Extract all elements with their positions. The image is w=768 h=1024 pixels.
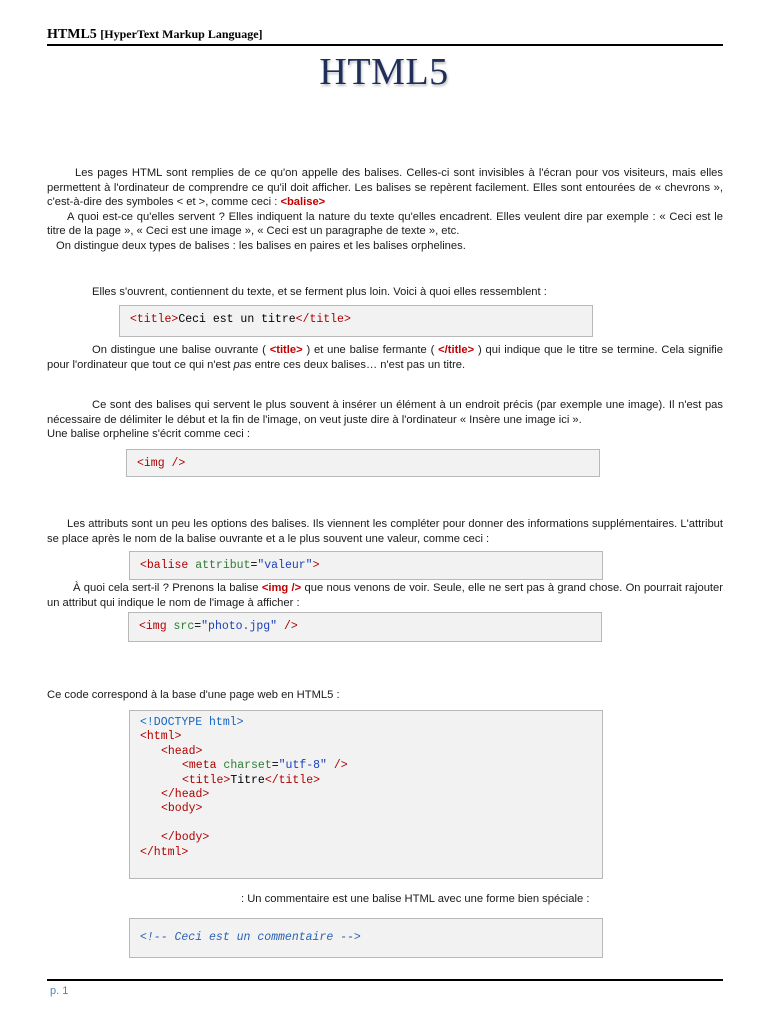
code-tag: <title>	[182, 773, 231, 787]
attributes-explain	[47, 581, 723, 610]
code-text: Ceci est un titre	[178, 313, 296, 326]
paired-explain-text: ) qui indique que le titre se termine. Cela signifie pour l'ordinateur que tout ce qui n'est	[47, 344, 724, 371]
code-attr: charset	[223, 759, 272, 773]
code-tag: </title>	[264, 773, 321, 787]
paired-explain-text: entre ces deux balises… n'est pas un titre.	[251, 358, 466, 371]
header-title	[47, 27, 263, 43]
code-line-head-close	[140, 788, 592, 802]
code-tag: <balise	[140, 559, 189, 572]
code-tag: </body>	[161, 831, 210, 845]
intro-section	[47, 166, 723, 254]
code-tag: />	[277, 620, 298, 633]
attributes-explain-text: que nous venons de voir. Seule, elle ne sert pas à grand chose. On pourrait rajouter un attribut qui indique le nom de l'image à afficher :	[47, 582, 723, 609]
code-tag: <head>	[161, 744, 203, 758]
header-rule	[47, 44, 723, 46]
footer-rule	[47, 979, 723, 981]
orphan-paragraph: Ce sont des balises qui servent le plus souvent à insérer un élément à un endroit précis (par exemple une image). Il n'est pas nécessaire de délimiter le début et la fin de l'image, on veut juste dire à l'ordinateur « Insère une image ici ».	[47, 399, 723, 426]
code-tag: <html>	[140, 730, 182, 744]
header-subtitle: [HyperText Markup Language]	[100, 27, 263, 41]
code-tag: <meta	[182, 759, 217, 773]
code-value: "valeur"	[257, 559, 313, 572]
code-text: Titre	[230, 773, 265, 787]
code-block-html5-base	[129, 710, 603, 879]
code-attr: attribut	[195, 559, 251, 572]
code-attr: src	[173, 620, 195, 633]
code-line-doctype	[140, 716, 592, 730]
intro-p1-tag: <balise>	[280, 196, 326, 209]
code-tag: <img	[139, 620, 167, 633]
code-line-head-open	[140, 745, 592, 759]
intro-paragraph-1	[47, 166, 723, 210]
orphan-paragraph-2: Une balise orpheline s'écrit comme ceci :	[47, 428, 250, 441]
intro-p1-text: Les pages HTML sont remplies de ce qu'on appelle des balises. Celles-ci sont invisibles à l'écran pour vos visiteurs, mais elles permettent à l'ordinateur de comprendre ce qu'il doit afficher. Les balises se repèrent facilement. Elles sont entourées de « chevrons », c'est-à-dire des symboles < et >, comme ceci :	[47, 167, 723, 209]
paired-explain-open-tag: <title>	[269, 344, 303, 356]
code-line-title	[140, 774, 592, 788]
base-intro: Ce code correspond à la base d'une page web en HTML5 :	[47, 689, 340, 701]
paired-intro: Elles s'ouvrent, contiennent du texte, et se ferment plus loin. Voici à quoi elles ressemblent :	[92, 286, 547, 298]
code-tag: <body>	[161, 802, 203, 816]
code-tag: </html>	[140, 845, 189, 859]
code-block-img-src	[128, 612, 602, 642]
code-line-meta	[140, 759, 592, 773]
paired-explain-text: ) et une balise fermante (	[302, 344, 439, 356]
attributes-explain-text: À quoi cela sert-il ? Prenons la balise	[73, 582, 262, 594]
paired-explain-text: On distingue une balise ouvrante (	[92, 344, 270, 356]
code-doctype: <!DOCTYPE html>	[140, 716, 244, 729]
code-value: "utf-8"	[278, 759, 327, 773]
code-tag: <img />	[137, 457, 186, 470]
code-tag: />	[326, 759, 348, 773]
code-block-img	[126, 449, 600, 477]
attributes-paragraph	[47, 517, 723, 546]
intro-paragraph-3: On distingue deux types de balises : les balises en paires et les balises orphelines.	[56, 239, 466, 252]
code-tag: <title>	[130, 313, 179, 326]
code-line-html-close	[140, 846, 592, 860]
paired-explain	[47, 343, 723, 372]
code-equals: =	[271, 759, 279, 773]
attributes-explain-tag: <img />	[261, 582, 302, 594]
code-comment: <!-- Ceci est un commentaire -->	[140, 931, 361, 944]
attributes-text: Les attributs sont un peu les options des balises. Ils viennent les compléter pour donner des informations supplémentaires. L'attribut se place après le nom de la balise ouvrante et a le plus souvent une valeur, comme ceci :	[47, 518, 723, 545]
code-line-body-open	[140, 802, 592, 816]
orphan-section	[47, 398, 723, 442]
page-number: p. 1	[50, 985, 69, 997]
code-equals: =	[250, 559, 258, 572]
code-equals: =	[194, 620, 202, 633]
code-line-body-close	[140, 831, 592, 845]
code-tag: </title>	[295, 313, 351, 326]
comment-intro-text: : Un commentaire est une balise HTML avec une forme bien spéciale :	[241, 893, 590, 905]
code-block-comment	[129, 918, 603, 958]
code-block-title	[119, 305, 593, 337]
code-value: "photo.jpg"	[201, 620, 278, 633]
intro-paragraph-2: A quoi est-ce qu'elles servent ? Elles indiquent la nature du texte qu'elles encadrent. Elles veulent dire par exemple : « Ceci est le titre de la page », « Ceci est une image », « Ceci est un paragraphe de texte », etc.	[47, 210, 723, 238]
code-tag: </head>	[161, 788, 210, 802]
comment-intro	[241, 892, 721, 907]
header-title-main: HTML5	[47, 27, 97, 42]
code-block-attribute	[129, 551, 603, 580]
page-title: HTML5	[319, 51, 449, 93]
paired-explain-emphasis: pas	[233, 358, 252, 371]
paired-explain-close-tag: </title>	[438, 344, 475, 356]
code-line-html-open	[140, 730, 592, 744]
code-line-blank	[140, 817, 592, 831]
code-tag: >	[312, 559, 320, 572]
